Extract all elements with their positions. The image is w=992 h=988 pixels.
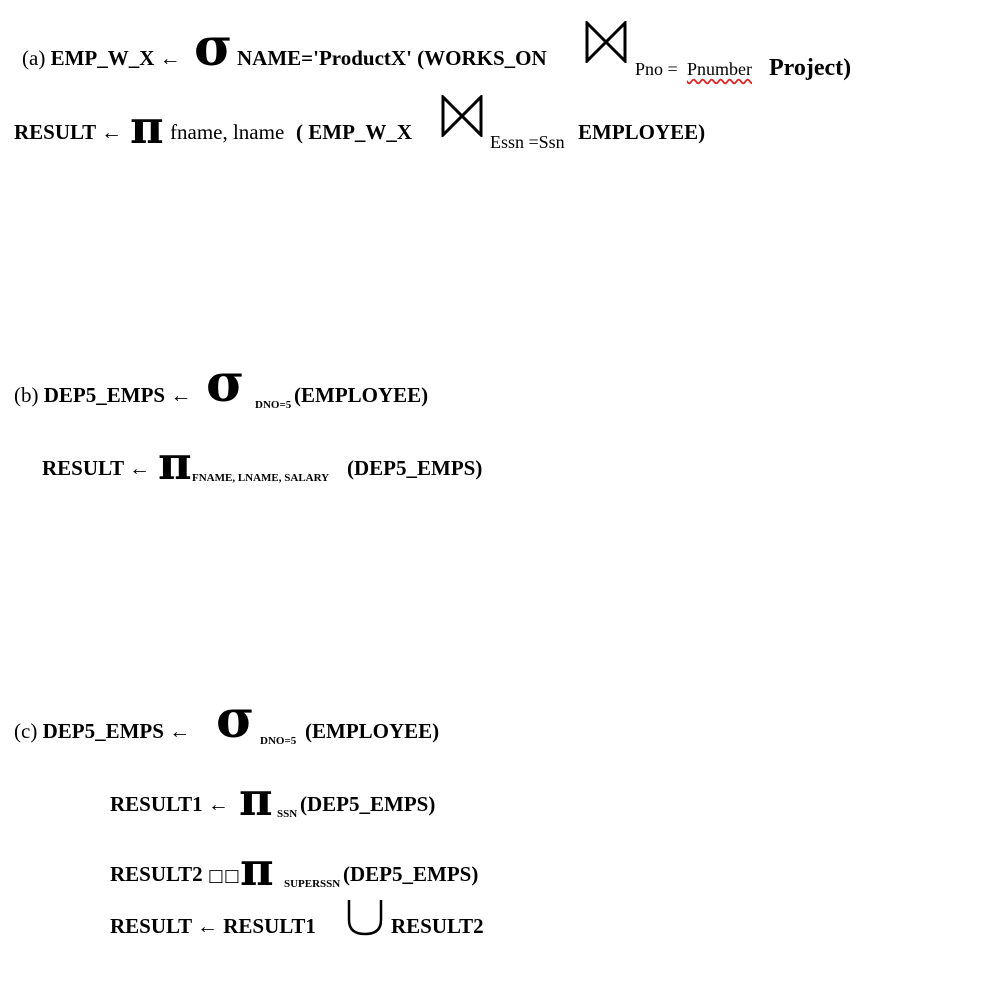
b-arrow2: ← xyxy=(128,456,150,480)
c-pi-icon-1: π xyxy=(239,772,273,826)
a-sigma-icon: σ xyxy=(194,17,233,78)
c-line3-lhs xyxy=(110,862,240,887)
c-pi-icon-2: π xyxy=(240,842,274,896)
c-lhs: DEP5_EMPS xyxy=(42,719,164,743)
c-result-rhs1: RESULT1 xyxy=(223,914,316,938)
c-r2-rel: (DEP5_EMPS) xyxy=(343,862,479,886)
c-line1 xyxy=(14,719,190,744)
c-union-icon xyxy=(346,898,384,938)
a-join-icon xyxy=(585,21,627,63)
c-cond: DNO=5 xyxy=(260,735,297,747)
c-sigma-icon: σ xyxy=(216,689,255,750)
a-line1 xyxy=(22,46,181,71)
b-pi-icon: π xyxy=(158,436,192,490)
a-result: RESULT xyxy=(14,120,96,144)
c-result: RESULT xyxy=(110,914,192,938)
a-join2-cond: Essn =Ssn xyxy=(490,132,565,152)
b-attrs: FNAME, LNAME, SALARY xyxy=(192,472,330,484)
a-label: (a) xyxy=(22,46,46,70)
a-proj-rel: ( EMP_W_X xyxy=(296,120,413,144)
c-r2-boxes: □□ xyxy=(207,866,240,886)
a-join2-icon xyxy=(441,95,483,137)
c-arrow2: ← xyxy=(207,792,229,816)
a-line2-lhs xyxy=(14,120,122,145)
b-line1 xyxy=(14,383,191,408)
c-arrow3: ← xyxy=(196,914,218,938)
b-rel: (EMPLOYEE) xyxy=(294,383,429,407)
c-line4-lhs xyxy=(110,914,316,939)
c-r1: RESULT1 xyxy=(110,792,203,816)
b-lhs: DEP5_EMPS xyxy=(43,383,166,407)
a-lhs: EMP_W_X xyxy=(50,46,155,70)
a-join-cond-right: Pnumber xyxy=(687,59,752,79)
c-r2: RESULT2 xyxy=(110,862,203,886)
b-line2-lhs xyxy=(42,456,150,481)
b-label: (b) xyxy=(14,383,39,407)
c-arrow: ← xyxy=(169,719,191,743)
c-line2-lhs xyxy=(110,792,229,817)
a-join-cond-left: Pno = xyxy=(635,59,678,79)
a-arrow: ← xyxy=(159,46,181,70)
b-sigma-icon: σ xyxy=(206,353,245,414)
a-select-cond: NAME='ProductX' (WORKS_ON xyxy=(237,46,547,70)
b-cond: DNO=5 xyxy=(255,399,292,411)
c-r2-attr: SUPERSSN xyxy=(284,878,341,890)
a-proj-attrs: fname, lname xyxy=(170,120,285,144)
a-project-text: Project xyxy=(769,55,844,81)
c-r1-rel: (DEP5_EMPS) xyxy=(300,792,436,816)
a-arrow2: ← xyxy=(100,120,122,144)
b-rel2: (DEP5_EMPS) xyxy=(347,456,483,480)
a-join2-target: EMPLOYEE) xyxy=(578,120,706,144)
c-label: (c) xyxy=(14,719,38,743)
a-close-paren: ) xyxy=(843,55,852,81)
c-result-rhs2: RESULT2 xyxy=(391,914,484,938)
a-pi-icon: π xyxy=(130,100,164,154)
b-result: RESULT xyxy=(42,456,124,480)
c-r1-attr: SSN xyxy=(277,808,298,820)
b-arrow: ← xyxy=(170,383,192,407)
c-rel: (EMPLOYEE) xyxy=(305,719,440,743)
a-join-target xyxy=(769,55,851,82)
